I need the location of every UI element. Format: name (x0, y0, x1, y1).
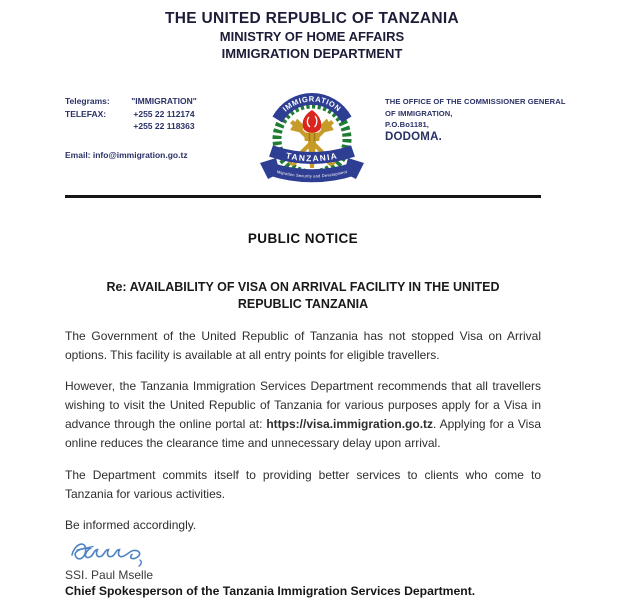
telefax-value-2: +255 22 118363 (133, 121, 195, 131)
email-line: Email: info@immigration.go.tz (65, 149, 188, 160)
notice-body (65, 222, 541, 598)
telegrams-label: Telegrams: (65, 96, 110, 106)
signature-icon (69, 537, 151, 569)
office-line-2: OF IMMIGRATION, (385, 108, 453, 118)
paragraph-apply-in-advance (65, 377, 541, 453)
visa-portal-url: https://visa.immigration.go.tz (266, 417, 434, 431)
header-divider-rule (65, 195, 541, 198)
subject-line-1: Re: AVAILABILITY OF VISA ON ARRIVAL FACILITY IN THE UNITED (106, 280, 500, 294)
department-title: IMMIGRATION DEPARTMENT (221, 46, 403, 61)
telefax-value-1: +255 22 112174 (133, 108, 195, 119)
telegrams-value: "IMMIGRATION" (131, 96, 197, 106)
po-box-line: P.O.Bo1181, (385, 120, 430, 129)
office-line-1: THE OFFICE OF THE COMMISSIONER GENERAL (385, 97, 566, 106)
emblem-band-text: TANZANIA (285, 150, 339, 164)
emblem-top-text: IMMIGRATION (280, 94, 343, 114)
city-line: DODOMA. (385, 130, 442, 143)
signatory-name: SSI. Paul Mselle (65, 568, 154, 582)
notice-title: PUBLIC NOTICE (247, 231, 359, 246)
telefax-label-blank (65, 120, 128, 133)
flame-icon (303, 110, 322, 133)
paragraph-2-post: . Applying for a Visa online reduces the clearance time and unnecessary delay upon arrival. (65, 417, 542, 450)
emblem-ribbon-text: Migration Security and Development (276, 168, 348, 179)
contact-block-left (65, 95, 200, 161)
signature-area (69, 537, 541, 569)
country-title: THE UNITED REPUBLIC OF TANZANIA (164, 10, 460, 27)
telefax-label: TELEFAX: (65, 108, 107, 119)
paragraph-2-pre: However, the Tanzania Immigration Services Department recommends that all travellers wishing to visit the United Republic of Tanzania for various purposes apply for a Visa in advance through the online portal at: (65, 379, 541, 431)
paragraph-commitment (65, 466, 541, 504)
ministry-title: MINISTRY OF HOME AFFAIRS (219, 29, 405, 44)
paragraph-1-text: The Government of the United Republic of Tanzania has not stopped Visa on Arrival options. This facility is available at all entry points for eligible travellers. (65, 329, 541, 362)
signatory-title: Chief Spokesperson of the Tanzania Immigration Services Department. (65, 584, 476, 598)
letterhead (0, 9, 624, 62)
subject-line-2: REPUBLIC TANZANIA (237, 297, 369, 311)
immigration-emblem-logo (257, 84, 367, 190)
notice-subject (65, 279, 541, 313)
contact-block-right (385, 96, 566, 143)
paragraph-visa-on-arrival (65, 327, 541, 365)
paragraph-3-text: The Department commits itself to providing better services to clients who come to Tanzania for various activities. (65, 468, 541, 501)
closing-line: Be informed accordingly. (65, 518, 197, 532)
